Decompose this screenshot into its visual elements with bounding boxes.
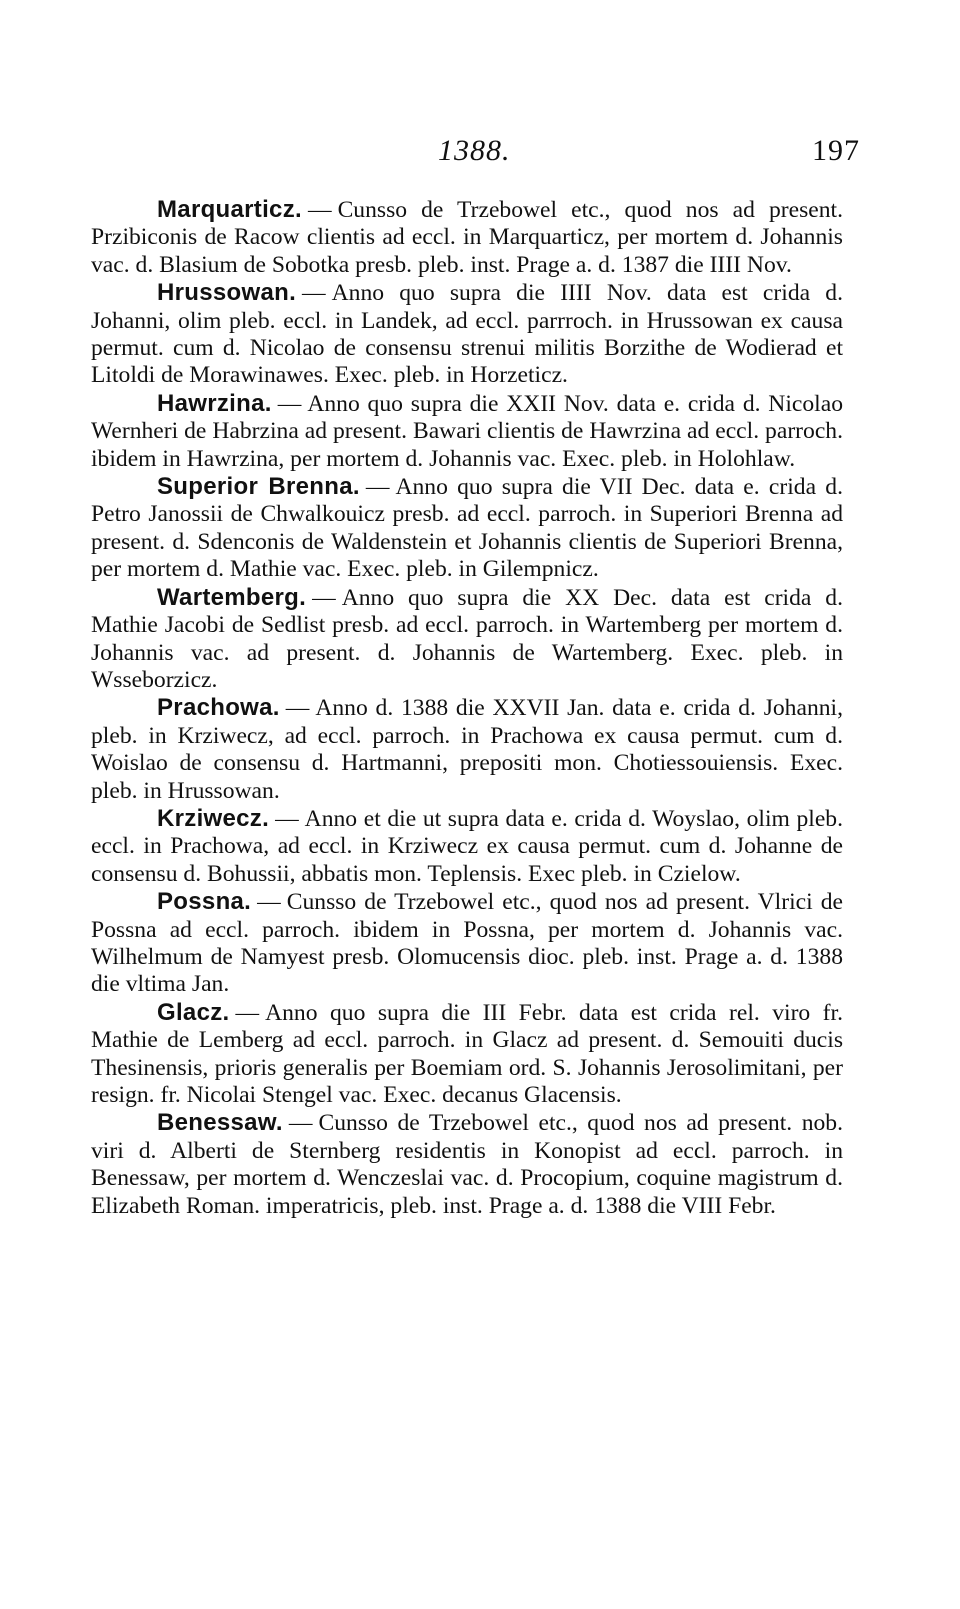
entry-benessaw (91, 1109, 843, 1220)
entry-heading: Hawrzina. (157, 389, 272, 417)
entry-superior-brenna (91, 473, 843, 584)
entry-text: Anno quo supra die VII Dec. data e. crida d. Petro Janossii de Chwalkouicz presb. ad eccl. parroch. in Superiori Brenna ad present. d. Sdenconis de Waldenstein et Johannis clientis de Superiori Brenna, per mortem d. Mathie vac. Exec. pleb. in Gilempnicz. (91, 474, 843, 583)
entry-text: Cunsso de Trzebowel etc., quod nos ad present. Przibiconis de Racow clientis ad eccl. in Marquarticz, per mortem d. Johannis vac. d. Blasium de Sobotka presb. pleb. inst. Prage a. d. 1387 die IIII Nov. (91, 197, 843, 278)
entry-separator: — (365, 474, 390, 501)
entry-separator: — (277, 390, 302, 417)
entry-krziwecz (91, 805, 843, 888)
entry-heading: Wartemberg. (157, 583, 307, 611)
entry-separator: — (307, 197, 332, 223)
entry-text: Anno quo supra die XX Dec. data est crida d. Mathie Jacobi de Sedlist presb. ad eccl. parroch. in Wartemberg per mortem d. Johannis vac. ad present. d. Johannis de Wartemberg. Exec. pleb. in Wsseborzicz. (91, 584, 843, 693)
page-header (0, 134, 960, 174)
entry-heading: Hrussowan. (157, 279, 297, 307)
entry-text: Anno quo supra die XXII Nov. data e. crida d. Nicolao Wernheri de Habrzina ad present. Bawari clientis de Hawrzina ad eccl. parroch. ibidem in Hawrzina, per mortem d. Johannis vac. Exec. pleb. in Holohlaw. (91, 390, 843, 472)
entry-heading: Superior Brenna. (157, 473, 360, 501)
entry-separator: — (235, 999, 260, 1026)
entry-text: Cunsso de Trzebowel etc., quod nos ad present. nob. viri d. Alberti de Sternberg residentis in Konopist ad eccl. parroch. in Benessaw, per mortem d. Wenczeslai vac. d. Procopium, coquine magistrum d. Elizabeth Roman. imperatricis, pleb. inst. Prage a. d. 1388 die VIII Febr. (91, 1110, 843, 1219)
page-number: 197 (812, 134, 860, 167)
entry-text: Anno quo supra die III Febr. data est crida rel. viro fr. Mathie de Lemberg ad eccl. parroch. in Glacz ad present. d. Semouiti ducis Thesinensis, prioris generalis per Boemiam ord. S. Johannis Jerosolimitani, per resign. fr. Nicolai Stengel vac. Exec. decanus Glacensis. (91, 999, 843, 1108)
entry-separator: — (288, 1110, 313, 1137)
entry-prachowa (91, 694, 843, 805)
entry-heading: Krziwecz. (157, 804, 270, 832)
entry-wartemberg (91, 584, 843, 695)
entry-separator: — (302, 280, 326, 307)
entry-possna (91, 888, 843, 999)
entry-glacz (91, 999, 843, 1110)
entry-separator: — (312, 584, 336, 611)
entry-separator: — (257, 889, 281, 916)
entry-text: Anno et die ut supra data e. crida d. Woyslao, olim pleb. eccl. in Prachowa, ad eccl. in Krziwecz ex causa permut. cum d. Johanne de consensu d. Bohussii, abbatis mon. Teplensis. Exec pleb. in Czielow. (91, 805, 843, 887)
entry-heading: Possna. (157, 888, 252, 916)
entry-hrussowan (91, 279, 843, 390)
entry-separator: — (275, 805, 299, 832)
entry-separator: — (285, 695, 310, 722)
entry-text: Anno d. 1388 die XXVII Jan. data e. crida d. Johanni, pleb. in Krziwecz, ad eccl. parroch. in Prachowa ex causa permut. cum d. Woislao de consensu d. Hartmanni, prepositi mon. Chotiessouiensis. Exec. pleb. in Hrussowan. (91, 695, 843, 804)
entry-marquarticz (91, 196, 843, 279)
entry-heading: Glacz. (157, 998, 230, 1026)
page-body (91, 196, 843, 1220)
entry-text: Anno quo supra die IIII Nov. data est crida d. Johanni, olim pleb. eccl. in Landek, ad eccl. parrroch. in Hrussowan ex causa permut. cum d. Nicolao de consensu strenui militis Borzithe de Wodierad et Litoldi de Morawinawes. Exec. pleb. in Horzeticz. (91, 280, 843, 389)
entry-heading: Prachowa. (157, 694, 280, 722)
entry-heading: Benessaw. (157, 1109, 283, 1137)
entry-hawrzina (91, 390, 843, 473)
entry-heading: Marquarticz. (157, 196, 302, 223)
entry-text: Cunsso de Trzebowel etc., quod nos ad present. Vlrici de Possna ad eccl. parroch. ibidem in Possna, per mortem d. Johannis vac. Wilhelmum de Namyest presb. Olomucensis dioc. pleb. inst. Prage a. d. 1388 die vltima Jan. (91, 889, 843, 998)
running-head-year: 1388. (438, 134, 511, 167)
